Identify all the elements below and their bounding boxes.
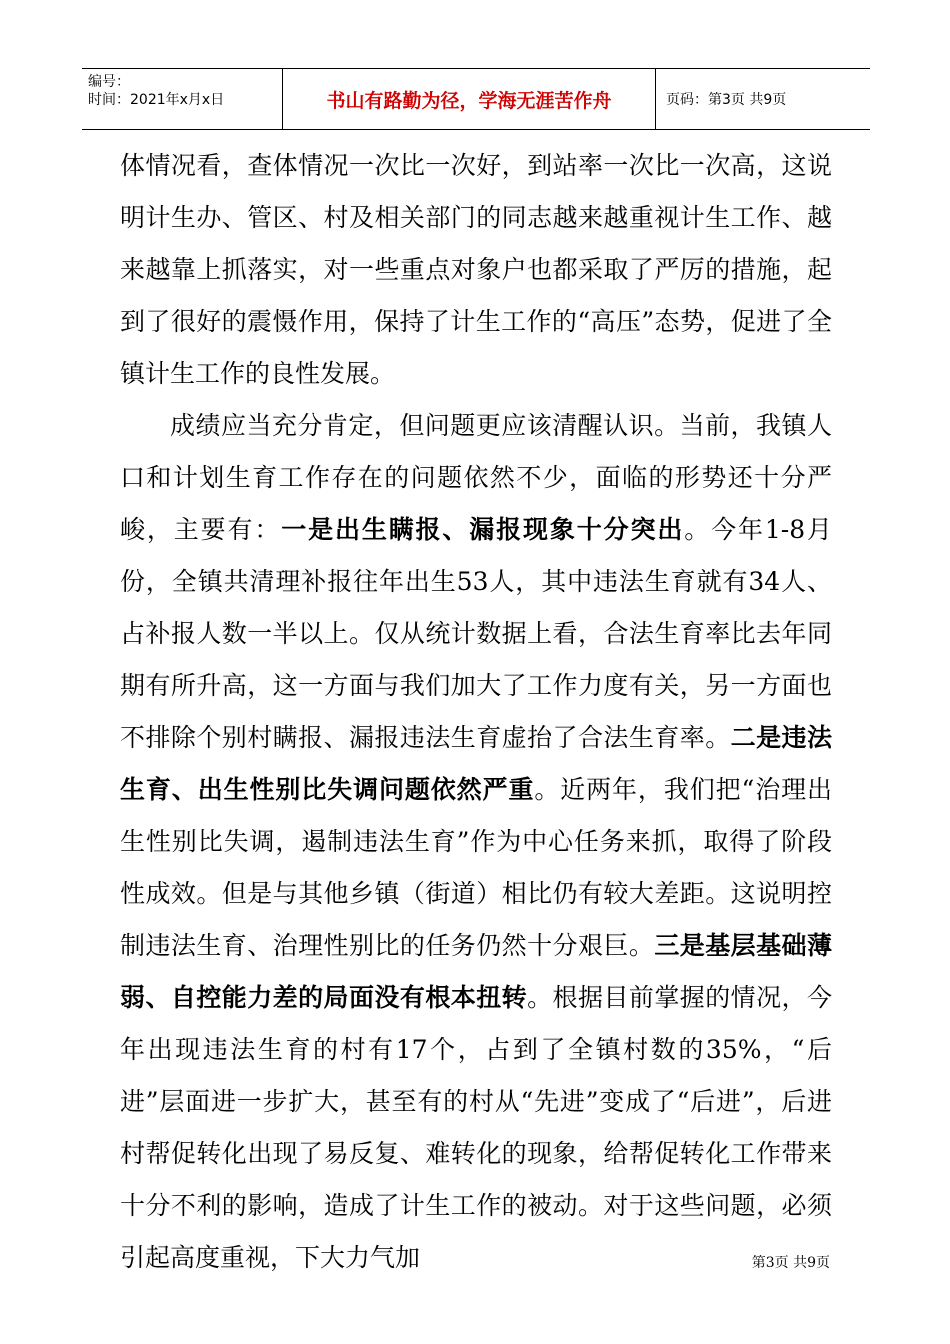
paragraph-1 [120, 140, 832, 400]
paragraph-2 [120, 400, 832, 1284]
page-header [82, 68, 870, 130]
bold-point-1: 一是出生瞒报、漏报现象十分突出 [281, 515, 685, 544]
paragraph-text: 。近两年，我们把“治理出生性别比失调，遏制违法生育”作为中心任务来抓，取得了阶段性成效。但是与其他乡镇（街道）相比仍有较大差距。这说明控制违法生育、治理性别比的任务仍然十分艰巨。 [120, 775, 832, 960]
bold-point-2: 二是违法生育、出生性别比失调问题依然严重 [120, 723, 832, 804]
header-meta [82, 69, 282, 129]
paragraph-text: 。根据目前掌握的情况，今年出现违法生育的村有17个，占到了全镇村数的35%，“后进”层面进一步扩大，甚至有的村从“先进”变成了“后进”，后进村帮促转化出现了易反复、难转化的现象，给帮促转化工作带来十分不利的影响，造成了计生工作的被动。对于这些问题，必须引起高度重视，下大力气加 [120, 983, 832, 1272]
header-page-number: 页码：第3页 共9页 [666, 92, 787, 108]
page-footer: 第3页 共9页 [751, 1255, 830, 1271]
paragraph-text: 体情况看，查体情况一次比一次好，到站率一次比一次高，这说明计生办、管区、村及相关部门的同志越来越重视计生工作、越来越靠上抓落实，对一些重点对象户也都采取了严厉的措施，起到了很好的震慑作用，保持了计生工作的“高压”态势，促进了全镇计生工作的良性发展。 [120, 151, 832, 388]
document-body [120, 140, 832, 1284]
paragraph-text: 成绩应当充分肯定，但问题更应该清醒认识。当前，我镇人口和计划生育工作存在的问题依然不少，面临的形势还十分严峻，主要有： [120, 411, 832, 544]
paragraph-text: 。今年1-8月份，全镇共清理补报往年出生53人，其中违法生育就有34人、占补报人数一半以上。仅从统计数据上看，合法生育率比去年同期有所升高，这一方面与我们加大了工作力度有关，另一方面也不排除个别村瞒报、漏报违法生育虚抬了合法生育率。 [120, 515, 832, 752]
document-date-label: 时间：2021年x月x日 [88, 92, 225, 108]
header-motto: 书山有路勤为径，学海无涯苦作舟 [282, 69, 656, 129]
bold-point-3: 三是基层基础薄弱、自控能力差的局面没有根本扭转 [120, 931, 832, 1012]
document-number-label: 编号： [88, 74, 130, 90]
